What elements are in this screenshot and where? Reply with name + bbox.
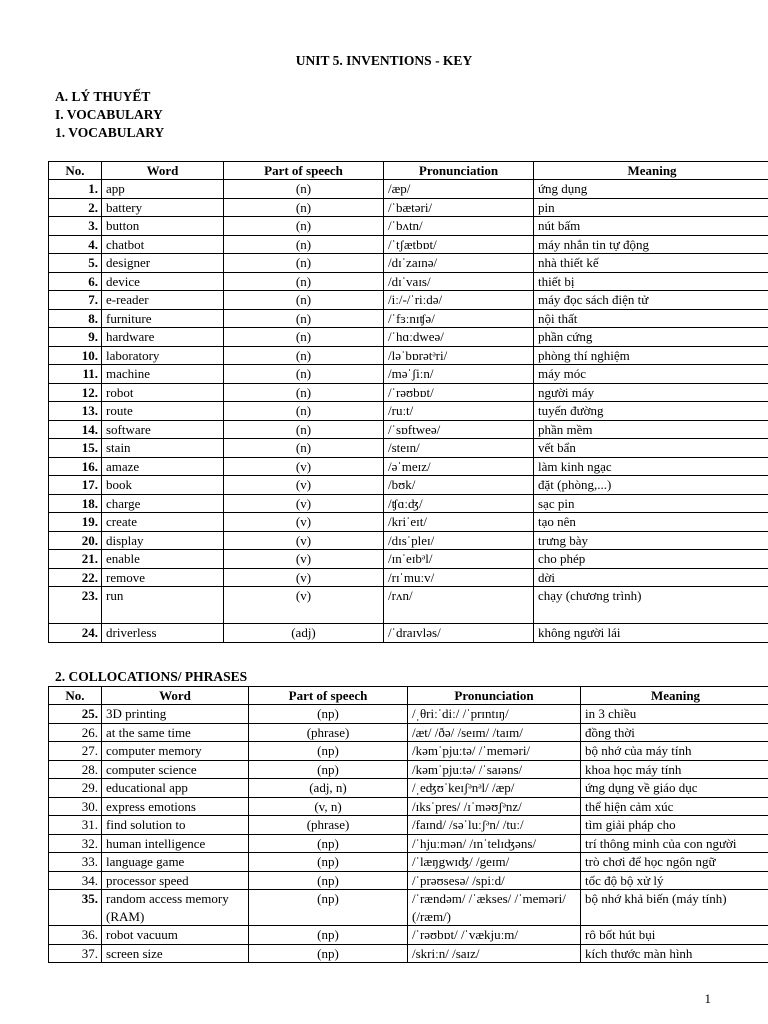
cell-no: 26.	[49, 723, 102, 742]
cell-word: machine	[102, 365, 224, 384]
table-row	[49, 816, 768, 835]
table-row	[49, 587, 768, 624]
table-row	[49, 926, 768, 945]
cell-part-of-speech: (np)	[249, 760, 408, 779]
cell-word: route	[102, 402, 224, 421]
cell-word: battery	[102, 198, 224, 217]
cell-word: run	[102, 587, 224, 624]
cell-part-of-speech: (v)	[224, 513, 384, 532]
cell-no: 35.	[49, 890, 102, 926]
table-row	[49, 365, 768, 384]
cell-part-of-speech: (np)	[249, 705, 408, 724]
cell-part-of-speech: (n)	[224, 402, 384, 421]
cell-pronunciation: /dɪsˈpleɪ/	[384, 531, 534, 550]
table-row	[49, 760, 768, 779]
cell-meaning: tốc độ bộ xử lý	[581, 871, 768, 890]
table-row	[49, 383, 768, 402]
column-header-pronunciation: Pronunciation	[384, 162, 534, 180]
cell-pronunciation: /rʌn/	[384, 587, 534, 624]
cell-word: at the same time	[102, 723, 249, 742]
cell-meaning: thiết bị	[534, 272, 768, 291]
cell-word: driverless	[102, 624, 224, 643]
cell-no: 6.	[49, 272, 102, 291]
cell-part-of-speech: (n)	[224, 291, 384, 310]
column-header-part-of-speech: Part of speech	[249, 687, 408, 705]
cell-pronunciation: /ˈrəʊbɒt/ /ˈvækjuːm/	[408, 926, 581, 945]
cell-part-of-speech: (n)	[224, 217, 384, 236]
cell-pronunciation: /iː/-/ˈriːdə/	[384, 291, 534, 310]
cell-pronunciation: /rɪˈmuːv/	[384, 568, 534, 587]
column-header-meaning: Meaning	[534, 162, 768, 180]
cell-pronunciation: /ʧɑːʤ/	[384, 494, 534, 513]
cell-no: 24.	[49, 624, 102, 643]
column-header-word: Word	[102, 162, 224, 180]
column-header-word: Word	[102, 687, 249, 705]
cell-part-of-speech: (n)	[224, 309, 384, 328]
cell-part-of-speech: (v)	[224, 587, 384, 624]
cell-no: 25.	[49, 705, 102, 724]
cell-no: 19.	[49, 513, 102, 532]
table-row	[49, 494, 768, 513]
cell-word: device	[102, 272, 224, 291]
table-header-row	[49, 687, 768, 705]
table-row	[49, 779, 768, 798]
cell-no: 4.	[49, 235, 102, 254]
cell-part-of-speech: (n)	[224, 254, 384, 273]
cell-word: robot	[102, 383, 224, 402]
cell-pronunciation: /kriˈeɪt/	[384, 513, 534, 532]
cell-part-of-speech: (v)	[224, 531, 384, 550]
cell-meaning: tạo nên	[534, 513, 768, 532]
section-heading-vocabulary: I. VOCABULARY	[55, 107, 163, 122]
table-row	[49, 624, 768, 643]
cell-word: remove	[102, 568, 224, 587]
cell-meaning: làm kinh ngạc	[534, 457, 768, 476]
cell-meaning: bộ nhớ của máy tính	[581, 742, 768, 761]
table-row	[49, 568, 768, 587]
cell-pronunciation: /ˈprəʊsesə/ /spiːd/	[408, 871, 581, 890]
table-row	[49, 198, 768, 217]
cell-meaning: người máy	[534, 383, 768, 402]
table-row	[49, 476, 768, 495]
cell-meaning: bộ nhớ khả biến (máy tính)	[581, 890, 768, 926]
cell-part-of-speech: (n)	[224, 235, 384, 254]
cell-no: 9.	[49, 328, 102, 347]
cell-part-of-speech: (v)	[224, 550, 384, 569]
cell-meaning: tuyến đường	[534, 402, 768, 421]
cell-meaning: đặt (phòng,...)	[534, 476, 768, 495]
cell-part-of-speech: (n)	[224, 365, 384, 384]
cell-no: 33.	[49, 853, 102, 872]
cell-meaning: vết bẩn	[534, 439, 768, 458]
table-row	[49, 944, 768, 963]
column-header-part-of-speech: Part of speech	[224, 162, 384, 180]
cell-word: laboratory	[102, 346, 224, 365]
cell-meaning: trưng bày	[534, 531, 768, 550]
cell-pronunciation: /faɪnd/ /səˈluːʃᵊn/ /tuː/	[408, 816, 581, 835]
cell-meaning: kích thước màn hình	[581, 944, 768, 963]
cell-pronunciation: /ˌeʤʊˈkeɪʃᵊnᵊl/ /æp/	[408, 779, 581, 798]
cell-meaning: thể hiện cảm xúc	[581, 797, 768, 816]
vocabulary-table	[48, 161, 768, 643]
cell-part-of-speech: (np)	[249, 742, 408, 761]
cell-word: processor speed	[102, 871, 249, 890]
cell-no: 23.	[49, 587, 102, 624]
cell-no: 28.	[49, 760, 102, 779]
cell-pronunciation: /ˈlæŋgwɪʤ/ /geɪm/	[408, 853, 581, 872]
cell-no: 1.	[49, 180, 102, 199]
cell-meaning: nhà thiết kế	[534, 254, 768, 273]
cell-no: 17.	[49, 476, 102, 495]
cell-word: chatbot	[102, 235, 224, 254]
table-row	[49, 550, 768, 569]
cell-word: 3D printing	[102, 705, 249, 724]
cell-pronunciation: /ruːt/	[384, 402, 534, 421]
cell-no: 10.	[49, 346, 102, 365]
cell-no: 30.	[49, 797, 102, 816]
subsection-heading-vocabulary: 1. VOCABULARY	[55, 125, 165, 140]
table-row	[49, 346, 768, 365]
cell-word: find solution to	[102, 816, 249, 835]
collocations-table	[48, 686, 768, 963]
cell-word: amaze	[102, 457, 224, 476]
table-row	[49, 742, 768, 761]
cell-meaning: pin	[534, 198, 768, 217]
cell-word: random access memory (RAM)	[102, 890, 249, 926]
cell-pronunciation: /skriːn/ /saɪz/	[408, 944, 581, 963]
cell-no: 22.	[49, 568, 102, 587]
cell-pronunciation: /bʊk/	[384, 476, 534, 495]
cell-word: stain	[102, 439, 224, 458]
cell-pronunciation: /steɪn/	[384, 439, 534, 458]
cell-part-of-speech: (np)	[249, 890, 408, 926]
table-row	[49, 309, 768, 328]
table-row	[49, 217, 768, 236]
cell-part-of-speech: (v, n)	[249, 797, 408, 816]
cell-no: 21.	[49, 550, 102, 569]
cell-no: 7.	[49, 291, 102, 310]
cell-meaning: nút bấm	[534, 217, 768, 236]
cell-pronunciation: /ˈsɒftweə/	[384, 420, 534, 439]
cell-pronunciation: /ˈbætəri/	[384, 198, 534, 217]
cell-no: 14.	[49, 420, 102, 439]
cell-part-of-speech: (adj, n)	[249, 779, 408, 798]
cell-pronunciation: /ˌθriːˈdiː/ /ˈprɪntɪŋ/	[408, 705, 581, 724]
cell-no: 3.	[49, 217, 102, 236]
cell-word: express emotions	[102, 797, 249, 816]
cell-part-of-speech: (adj)	[224, 624, 384, 643]
cell-word: e-reader	[102, 291, 224, 310]
cell-pronunciation: /kəmˈpjuːtə/ /ˈmeməri/	[408, 742, 581, 761]
cell-pronunciation: /ˈdraɪvləs/	[384, 624, 534, 643]
cell-part-of-speech: (np)	[249, 834, 408, 853]
cell-pronunciation: /ɪnˈeɪbᵊl/	[384, 550, 534, 569]
cell-meaning: ứng dụng về giáo dục	[581, 779, 768, 798]
cell-word: educational app	[102, 779, 249, 798]
cell-no: 2.	[49, 198, 102, 217]
cell-word: human intelligence	[102, 834, 249, 853]
cell-word: robot vacuum	[102, 926, 249, 945]
cell-no: 5.	[49, 254, 102, 273]
page-title: UNIT 5. INVENTIONS - KEY	[295, 53, 473, 68]
cell-no: 37.	[49, 944, 102, 963]
cell-no: 31.	[49, 816, 102, 835]
table-row	[49, 180, 768, 199]
table-row	[49, 705, 768, 724]
table-row	[49, 871, 768, 890]
cell-word: create	[102, 513, 224, 532]
cell-part-of-speech: (n)	[224, 272, 384, 291]
cell-word: enable	[102, 550, 224, 569]
cell-meaning: in 3 chiều	[581, 705, 768, 724]
cell-word: furniture	[102, 309, 224, 328]
table-header-row	[49, 162, 768, 180]
table-row	[49, 834, 768, 853]
cell-pronunciation: /ˈrəʊbɒt/	[384, 383, 534, 402]
cell-part-of-speech: (v)	[224, 494, 384, 513]
column-header-no: No.	[49, 162, 102, 180]
table-row	[49, 291, 768, 310]
cell-part-of-speech: (np)	[249, 926, 408, 945]
cell-part-of-speech: (n)	[224, 328, 384, 347]
cell-no: 18.	[49, 494, 102, 513]
table-row	[49, 235, 768, 254]
cell-pronunciation: /əˈmeɪz/	[384, 457, 534, 476]
cell-no: 36.	[49, 926, 102, 945]
cell-part-of-speech: (np)	[249, 944, 408, 963]
cell-part-of-speech: (n)	[224, 420, 384, 439]
cell-no: 27.	[49, 742, 102, 761]
cell-part-of-speech: (np)	[249, 853, 408, 872]
column-header-pronunciation: Pronunciation	[408, 687, 581, 705]
table-row	[49, 853, 768, 872]
cell-no: 34.	[49, 871, 102, 890]
cell-pronunciation: /ɪksˈpres/ /ɪˈməʊʃᵊnz/	[408, 797, 581, 816]
cell-pronunciation: /ˈtʃætbɒt/	[384, 235, 534, 254]
cell-word: hardware	[102, 328, 224, 347]
table-row	[49, 513, 768, 532]
cell-pronunciation: /ˈhɑːdweə/	[384, 328, 534, 347]
table-row	[49, 723, 768, 742]
table-row	[49, 797, 768, 816]
section-heading-theory: A. LÝ THUYẾT	[55, 89, 151, 104]
table-row	[49, 890, 768, 926]
table-row	[49, 457, 768, 476]
cell-word: computer science	[102, 760, 249, 779]
cell-pronunciation: /æt/ /ðə/ /seɪm/ /taɪm/	[408, 723, 581, 742]
table-row	[49, 531, 768, 550]
cell-part-of-speech: (np)	[249, 871, 408, 890]
cell-pronunciation: /ˈhjuːmən/ /ɪnˈtelɪʤəns/	[408, 834, 581, 853]
cell-meaning: khoa học máy tính	[581, 760, 768, 779]
cell-meaning: phần cứng	[534, 328, 768, 347]
cell-pronunciation: /æp/	[384, 180, 534, 199]
subsection-heading-collocations: 2. COLLOCATIONS/ PHRASES	[55, 669, 248, 684]
cell-meaning: phòng thí nghiệm	[534, 346, 768, 365]
cell-meaning: rô bốt hút bụi	[581, 926, 768, 945]
cell-word: software	[102, 420, 224, 439]
cell-pronunciation: /dɪˈzaɪnə/	[384, 254, 534, 273]
table-row	[49, 402, 768, 421]
cell-part-of-speech: (n)	[224, 180, 384, 199]
cell-no: 13.	[49, 402, 102, 421]
cell-part-of-speech: (phrase)	[249, 723, 408, 742]
cell-word: screen size	[102, 944, 249, 963]
cell-pronunciation: /ləˈbɒrətᵊri/	[384, 346, 534, 365]
cell-pronunciation: /kəmˈpjuːtə/ /ˈsaɪəns/	[408, 760, 581, 779]
table-row	[49, 272, 768, 291]
cell-meaning: tìm giải pháp cho	[581, 816, 768, 835]
cell-word: button	[102, 217, 224, 236]
cell-word: display	[102, 531, 224, 550]
cell-meaning: cho phép	[534, 550, 768, 569]
column-header-no: No.	[49, 687, 102, 705]
cell-meaning: máy móc	[534, 365, 768, 384]
cell-meaning: trí thông minh của con người	[581, 834, 768, 853]
cell-meaning: không người lái	[534, 624, 768, 643]
cell-no: 32.	[49, 834, 102, 853]
cell-no: 15.	[49, 439, 102, 458]
cell-no: 8.	[49, 309, 102, 328]
column-header-meaning: Meaning	[581, 687, 768, 705]
cell-no: 20.	[49, 531, 102, 550]
cell-meaning: chạy (chương trình)	[534, 587, 768, 624]
cell-part-of-speech: (v)	[224, 568, 384, 587]
cell-pronunciation: /məˈʃiːn/	[384, 365, 534, 384]
cell-meaning: đồng thời	[581, 723, 768, 742]
cell-pronunciation: /ˈrændəm/ /ˈækses/ /ˈmeməri/ (/ræm/)	[408, 890, 581, 926]
table-row	[49, 439, 768, 458]
cell-part-of-speech: (n)	[224, 198, 384, 217]
cell-part-of-speech: (v)	[224, 457, 384, 476]
cell-word: language game	[102, 853, 249, 872]
cell-no: 11.	[49, 365, 102, 384]
cell-word: app	[102, 180, 224, 199]
cell-pronunciation: /ˈfɜːnɪʧə/	[384, 309, 534, 328]
cell-pronunciation: /ˈbʌtn/	[384, 217, 534, 236]
cell-meaning: dời	[534, 568, 768, 587]
cell-no: 12.	[49, 383, 102, 402]
cell-no: 29.	[49, 779, 102, 798]
cell-pronunciation: /dɪˈvaɪs/	[384, 272, 534, 291]
cell-meaning: nội thất	[534, 309, 768, 328]
cell-part-of-speech: (n)	[224, 383, 384, 402]
cell-no: 16.	[49, 457, 102, 476]
cell-meaning: ứng dụng	[534, 180, 768, 199]
cell-part-of-speech: (n)	[224, 346, 384, 365]
cell-meaning: trò chơi để học ngôn ngữ	[581, 853, 768, 872]
table-row	[49, 254, 768, 273]
cell-word: book	[102, 476, 224, 495]
cell-meaning: phần mềm	[534, 420, 768, 439]
table-row	[49, 420, 768, 439]
cell-meaning: sạc pin	[534, 494, 768, 513]
cell-part-of-speech: (phrase)	[249, 816, 408, 835]
cell-word: charge	[102, 494, 224, 513]
cell-part-of-speech: (v)	[224, 476, 384, 495]
cell-meaning: máy đọc sách điện tử	[534, 291, 768, 310]
cell-word: designer	[102, 254, 224, 273]
page-number: 1	[704, 991, 711, 1006]
cell-meaning: máy nhắn tin tự động	[534, 235, 768, 254]
cell-part-of-speech: (n)	[224, 439, 384, 458]
cell-word: computer memory	[102, 742, 249, 761]
table-row	[49, 328, 768, 347]
